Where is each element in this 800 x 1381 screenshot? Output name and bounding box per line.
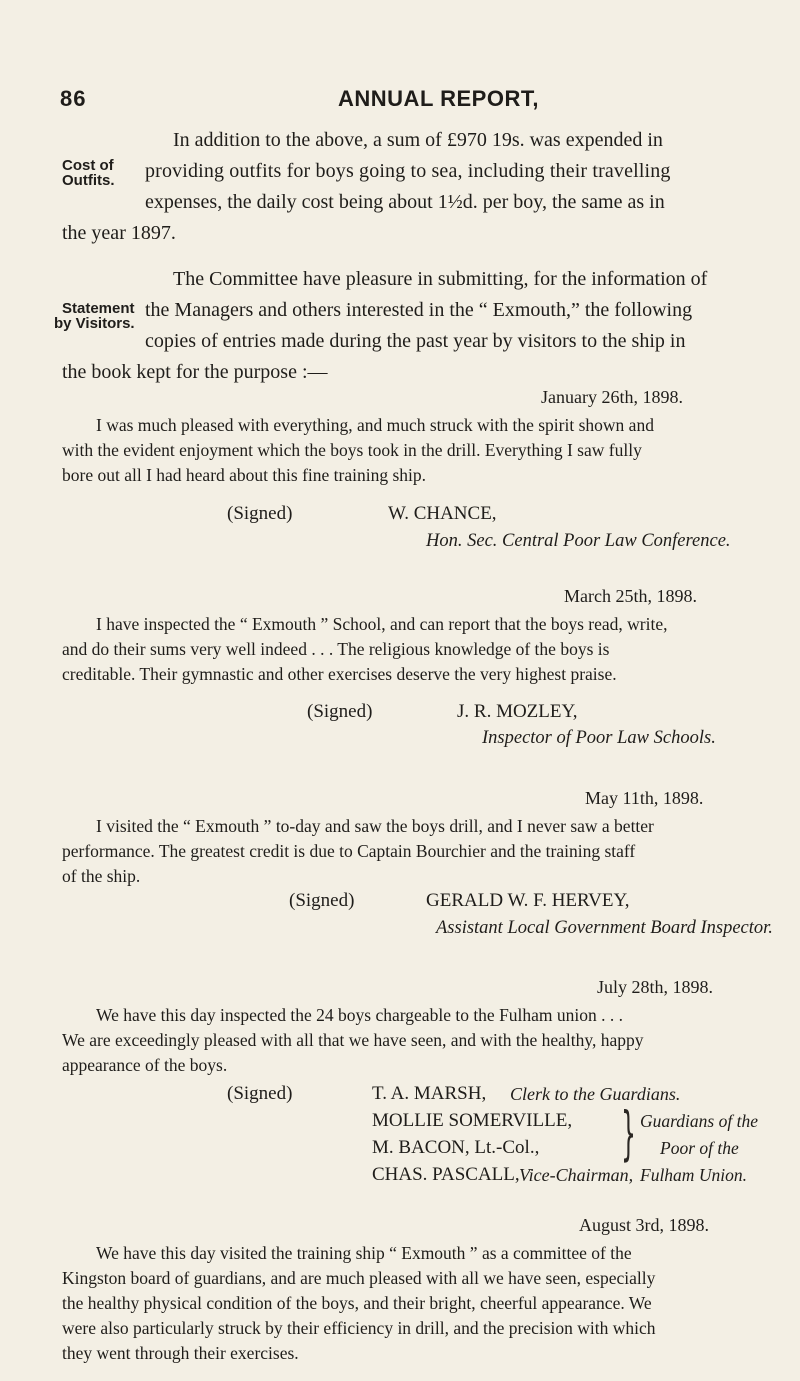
- entry-date: May 11th, 1898.: [585, 788, 704, 808]
- signed-label: (Signed): [227, 1083, 293, 1104]
- text-line: The Committee have pleasure in submitting, for the information of: [173, 268, 708, 290]
- signatory-title: Inspector of Poor Law Schools.: [482, 728, 716, 748]
- signed-label: (Signed): [307, 701, 373, 722]
- text-line: copies of entries made during the past year by visitors to the ship in: [145, 330, 686, 352]
- signatory-title: Assistant Local Government Board Inspector.: [436, 918, 773, 938]
- entry-line: creditable. Their gymnastic and other exercises deserve the very highest praise.: [62, 664, 617, 684]
- entry-line: of the ship.: [62, 866, 141, 886]
- guardians-note: Guardians of the: [640, 1111, 758, 1131]
- page-number: 86: [60, 86, 87, 111]
- running-head: ANNUAL REPORT,: [338, 86, 539, 111]
- signatory-title: Clerk to the Guardians.: [510, 1084, 681, 1104]
- entry-line: We are exceedingly pleased with all that we have seen, and with the healthy, happy: [62, 1030, 644, 1050]
- sidenote-line: Cost of: [62, 157, 114, 174]
- entry-line: We have this day visited the training ship “ Exmouth ” as a committee of the: [96, 1243, 632, 1263]
- signatory-name: T. A. MARSH,: [372, 1083, 487, 1104]
- entry-date: August 3rd, 1898.: [579, 1215, 709, 1235]
- text-line: the book kept for the purpose :—: [62, 361, 328, 383]
- entry-date: July 28th, 1898.: [597, 977, 714, 997]
- signatory-name: MOLLIE SOMERVILLE,: [372, 1110, 573, 1131]
- text-line: expenses, the daily cost being about 1½d. per boy, the same as in: [145, 191, 665, 213]
- signed-label: (Signed): [289, 890, 355, 911]
- entry-line: appearance of the boys.: [62, 1055, 228, 1075]
- sidenote-line: by Visitors.: [54, 315, 135, 332]
- entry-line: We have this day inspected the 24 boys chargeable to the Fulham union . . .: [96, 1005, 624, 1025]
- signed-label: (Signed): [227, 503, 293, 524]
- signatory-title: Vice-Chairman,: [519, 1165, 634, 1185]
- entry-line: they went through their exercises.: [62, 1343, 299, 1363]
- entry-date: March 25th, 1898.: [564, 586, 697, 606]
- text-line: the Managers and others interested in the “ Exmouth,” the following: [145, 299, 693, 321]
- brace-symbol: }: [621, 1099, 636, 1167]
- entry-line: with the evident enjoyment which the boys took in the drill. Everything I saw fully: [62, 440, 642, 460]
- entry-line: I was much pleased with everything, and much struck with the spirit shown and: [96, 415, 654, 435]
- sidenote-cost-of-outfits: [62, 158, 115, 188]
- entry-date: January 26th, 1898.: [541, 387, 683, 407]
- entry-line: the healthy physical condition of the boys, and their bright, cheerful appearance. We: [62, 1293, 652, 1313]
- text-line: In addition to the above, a sum of £970 19s. was expended in: [173, 129, 663, 151]
- guardians-note: Fulham Union.: [640, 1165, 747, 1185]
- text-line: providing outfits for boys going to sea, including their travelling: [145, 160, 671, 182]
- sidenote-line: Outfits.: [62, 172, 115, 189]
- signatory-title: Hon. Sec. Central Poor Law Conference.: [426, 531, 731, 551]
- entry-line: I have inspected the “ Exmouth ” School, and can report that the boys read, write,: [96, 614, 668, 634]
- signatory-name: J. R. MOZLEY,: [457, 701, 578, 722]
- entry-line: bore out all I had heard about this fine training ship.: [62, 465, 427, 485]
- signatory-name: W. CHANCE,: [388, 503, 497, 524]
- entry-line: I visited the “ Exmouth ” to-day and saw the boys drill, and I never saw a better: [96, 816, 654, 836]
- signatory-name: CHAS. PASCALL,: [372, 1164, 520, 1185]
- entry-line: were also particularly struck by their efficiency in drill, and the precision with which: [62, 1318, 656, 1338]
- entry-line: Kingston board of guardians, and are much pleased with all we have seen, especially: [62, 1268, 656, 1288]
- sidenote-line: Statement: [62, 300, 135, 317]
- entry-line: and do their sums very well indeed . . . The religious knowledge of the boys is: [62, 639, 610, 659]
- guardians-note: Poor of the: [660, 1138, 739, 1158]
- text-line: the year 1897.: [62, 222, 176, 244]
- signatory-name: M. BACON, Lt.-Col.,: [372, 1137, 540, 1158]
- signatory-name: GERALD W. F. HERVEY,: [426, 890, 630, 911]
- sidenote-statement-by-visitors: [54, 301, 135, 331]
- entry-line: performance. The greatest credit is due to Captain Bourchier and the training staff: [62, 841, 636, 861]
